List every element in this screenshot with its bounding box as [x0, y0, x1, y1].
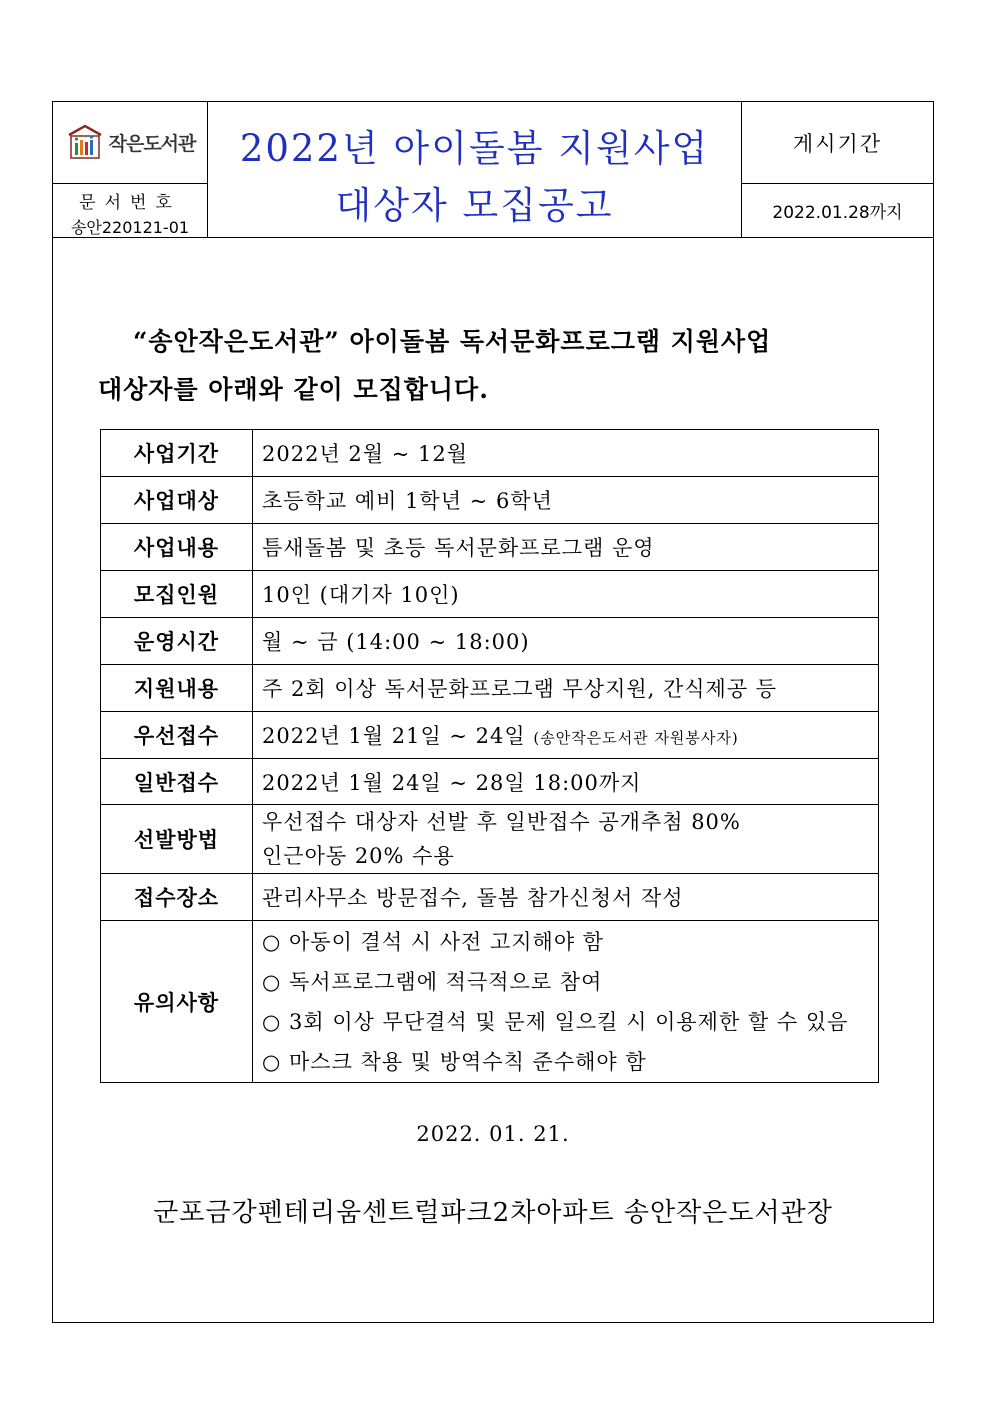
row-value	[253, 712, 879, 759]
logo-cell	[53, 102, 208, 184]
library-logo	[65, 123, 196, 163]
priority-period: 2022년 1월 21일 ~ 24일	[262, 724, 526, 748]
posting-period-label: 게시기간	[741, 102, 933, 184]
note-item: ○ 3회 이상 무단결석 및 문제 일으킬 시 이용제한 할 수 있음	[262, 1009, 849, 1034]
library-house-icon	[65, 123, 105, 163]
posting-period-value: 2022.01.28까지	[741, 184, 933, 237]
title-line2: 대상자 모집공고	[335, 184, 614, 227]
row-label: 모집인원	[101, 571, 253, 618]
table-row-notes	[101, 921, 879, 1083]
table-row	[101, 524, 879, 571]
table-row	[101, 665, 879, 712]
document-frame	[52, 101, 934, 1323]
row-value: 10인 (대기자 10인)	[253, 571, 879, 618]
note-item: ○ 아동이 결석 시 사전 고지해야 함	[262, 929, 605, 954]
intro-line1: “송안작은도서관” 아이돌봄 독서문화프로그램 지원사업	[133, 327, 772, 356]
selection-line2: 인근아동 20% 수용	[262, 844, 455, 868]
row-value: 2022년 1월 24일 ~ 28일 18:00까지	[253, 759, 879, 805]
table-row	[101, 759, 879, 805]
row-label: 지원내용	[101, 665, 253, 712]
title-cell	[208, 102, 741, 237]
info-table	[100, 429, 879, 1083]
selection-line1: 우선접수 대상자 선발 후 일반접수 공개추첨 80%	[262, 810, 741, 834]
row-value: 월 ~ 금 (14:00 ~ 18:00)	[253, 618, 879, 665]
row-label: 일반접수	[101, 759, 253, 805]
row-value: 틈새돌봄 및 초등 독서문화프로그램 운영	[253, 524, 879, 571]
row-label: 운영시간	[101, 618, 253, 665]
logo-text: 작은도서관	[108, 133, 196, 155]
table-row	[101, 477, 879, 524]
row-label: 사업기간	[101, 430, 253, 477]
announcement-date: 2022. 01. 21.	[416, 1122, 570, 1146]
row-label: 우선접수	[101, 712, 253, 759]
note-item: ○ 마스크 착용 및 방역수칙 준수해야 함	[262, 1049, 647, 1074]
doc-number-value: 송안220121-01	[70, 218, 190, 237]
table-row	[101, 430, 879, 477]
row-label: 선발방법	[101, 805, 253, 874]
title-line1: 2022년 아이돌봄 지원사업	[239, 127, 710, 170]
table-row-selection	[101, 805, 879, 874]
row-label: 사업대상	[101, 477, 253, 524]
row-label: 접수장소	[101, 874, 253, 921]
intro-line2: 대상자를 아래와 같이 모집합니다.	[98, 375, 489, 404]
notes-list	[253, 921, 879, 1083]
table-row	[101, 571, 879, 618]
doc-number-label: 문서번호	[79, 193, 181, 213]
note-item: ○ 독서프로그램에 적극적으로 참여	[262, 969, 603, 994]
document-header	[53, 102, 933, 238]
table-row	[101, 874, 879, 921]
row-value: 초등학교 예비 1학년 ~ 6학년	[253, 477, 879, 524]
table-row	[101, 712, 879, 759]
row-value: 2022년 2월 ~ 12월	[253, 430, 879, 477]
table-row	[101, 618, 879, 665]
signer: 군포금강펜테리움센트럴파크2차아파트 송안작은도서관장	[153, 1198, 833, 1228]
priority-note: (송안작은도서관 자원봉사자)	[533, 729, 739, 747]
row-value: 주 2회 이상 독서문화프로그램 무상지원, 간식제공 등	[253, 665, 879, 712]
row-value	[253, 805, 879, 874]
row-label: 유의사항	[101, 921, 253, 1083]
row-value: 관리사무소 방문접수, 돌봄 참가신청서 작성	[253, 874, 879, 921]
doc-number-cell	[53, 184, 208, 237]
row-label: 사업내용	[101, 524, 253, 571]
